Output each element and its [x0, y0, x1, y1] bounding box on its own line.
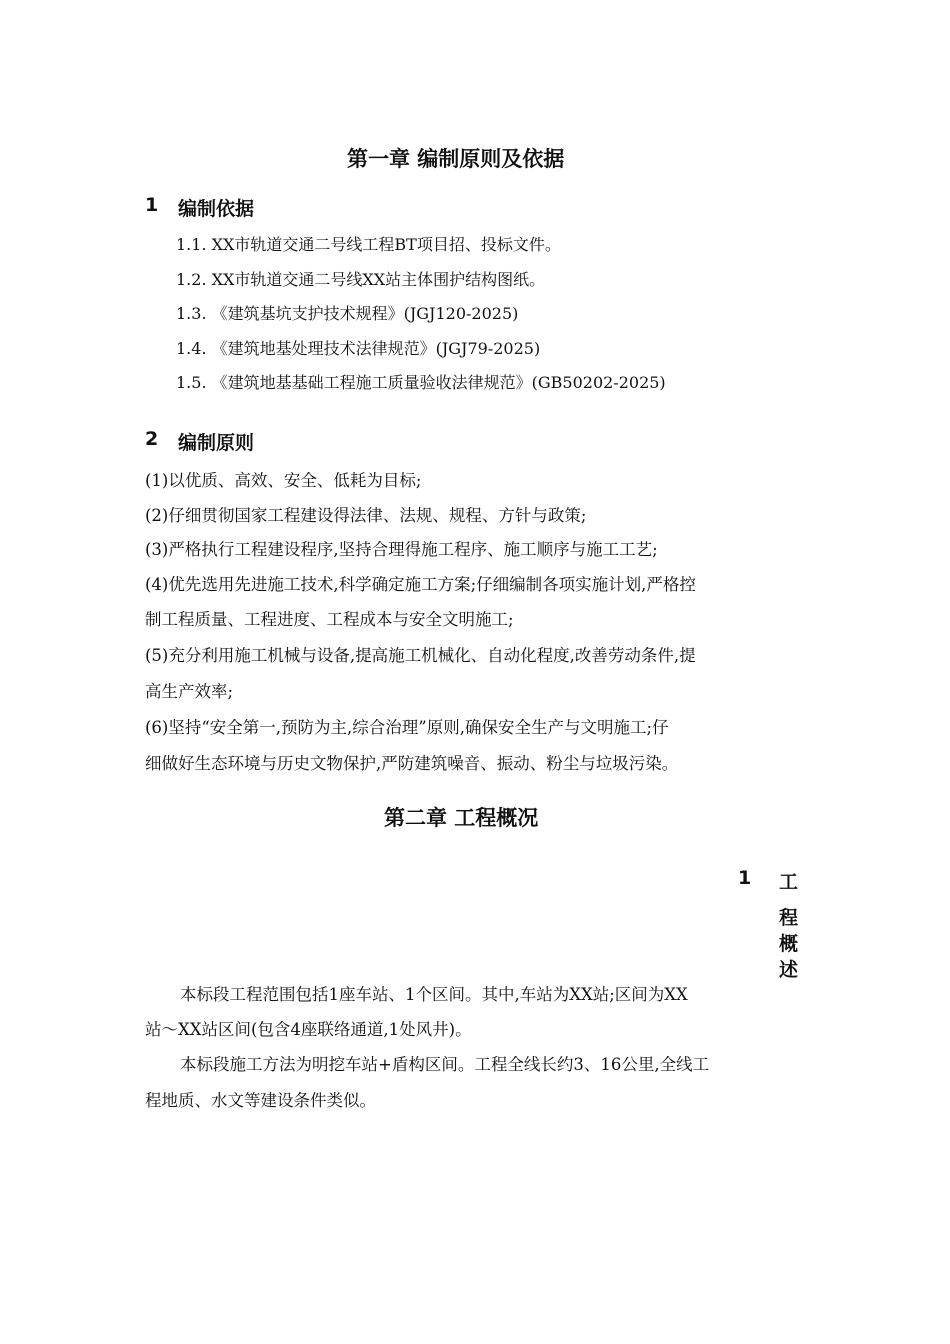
overview-line: 程地质、水文等建设条件类似。 — [145, 1091, 376, 1110]
principle-line: (4)优先选用先进施工技术,科学确定施工方案;仔细编制各项实施计划,严格控 — [145, 575, 696, 594]
section-2-number: 2 — [145, 428, 159, 450]
section-title-char: 工 — [779, 871, 799, 893]
principle-line: (3)严格执行工程建设程序,坚持合理得施工程序、施工顺序与施工工艺; — [145, 540, 658, 559]
basis-item: 1.2. XX市轨道交通二号线XX站主体围护结构图纸。 — [176, 270, 546, 289]
overview-line: 本标段工程范围包括1座车站、1个区间。其中,车站为XX站;区间为XX — [180, 985, 688, 1004]
principle-line: (5)充分利用施工机械与设备,提高施工机械化、自动化程度,改善劳动条件,提 — [145, 646, 696, 665]
principle-line: 细做好生态环境与历史文物保护,严防建筑噪音、振动、粉尘与垃圾污染。 — [145, 754, 679, 773]
section-title-char: 概 — [779, 933, 799, 955]
chapter-2-title: 第二章 工程概况 — [384, 806, 539, 830]
basis-item: 1.3. 《建筑基坑支护技术规程》(JGJ120-2025) — [176, 304, 519, 323]
basis-item: 1.5. 《建筑地基基础工程施工质量验收法律规范》(GB50202-2025) — [176, 373, 666, 392]
principle-line: 制工程质量、工程进度、工程成本与安全文明施工; — [145, 610, 514, 629]
section-1-number: 1 — [145, 194, 159, 216]
basis-item: 1.4. 《建筑地基处理技术法律规范》(JGJ79-2025) — [176, 339, 541, 358]
principle-line: (2)仔细贯彻国家工程建设得法律、法规、规程、方针与政策; — [145, 506, 587, 525]
principle-line: (6)坚持“安全第一,预防为主,综合治理”原则,确保安全生产与文明施工;仔 — [145, 718, 669, 737]
chapter-1-title: 第一章 编制原则及依据 — [347, 147, 565, 171]
basis-item: 1.1. XX市轨道交通二号线工程BT项目招、投标文件。 — [176, 235, 561, 254]
overview-line: 站～XX站区间(包含4座联络通道,1处风井)。 — [145, 1020, 472, 1039]
overview-line: 本标段施工方法为明挖车站+盾构区间。工程全线长约3、16公里,全线工 — [180, 1055, 710, 1074]
chapter-2-section-1-number: 1 — [738, 867, 752, 889]
section-1-title: 编制依据 — [178, 198, 255, 220]
section-title-char: 程 — [779, 907, 799, 929]
principle-line: (1)以优质、高效、安全、低耗为目标; — [145, 471, 422, 490]
section-title-char: 述 — [779, 959, 799, 981]
principle-line: 高生产效率; — [145, 682, 234, 701]
section-2-title: 编制原则 — [178, 432, 255, 454]
